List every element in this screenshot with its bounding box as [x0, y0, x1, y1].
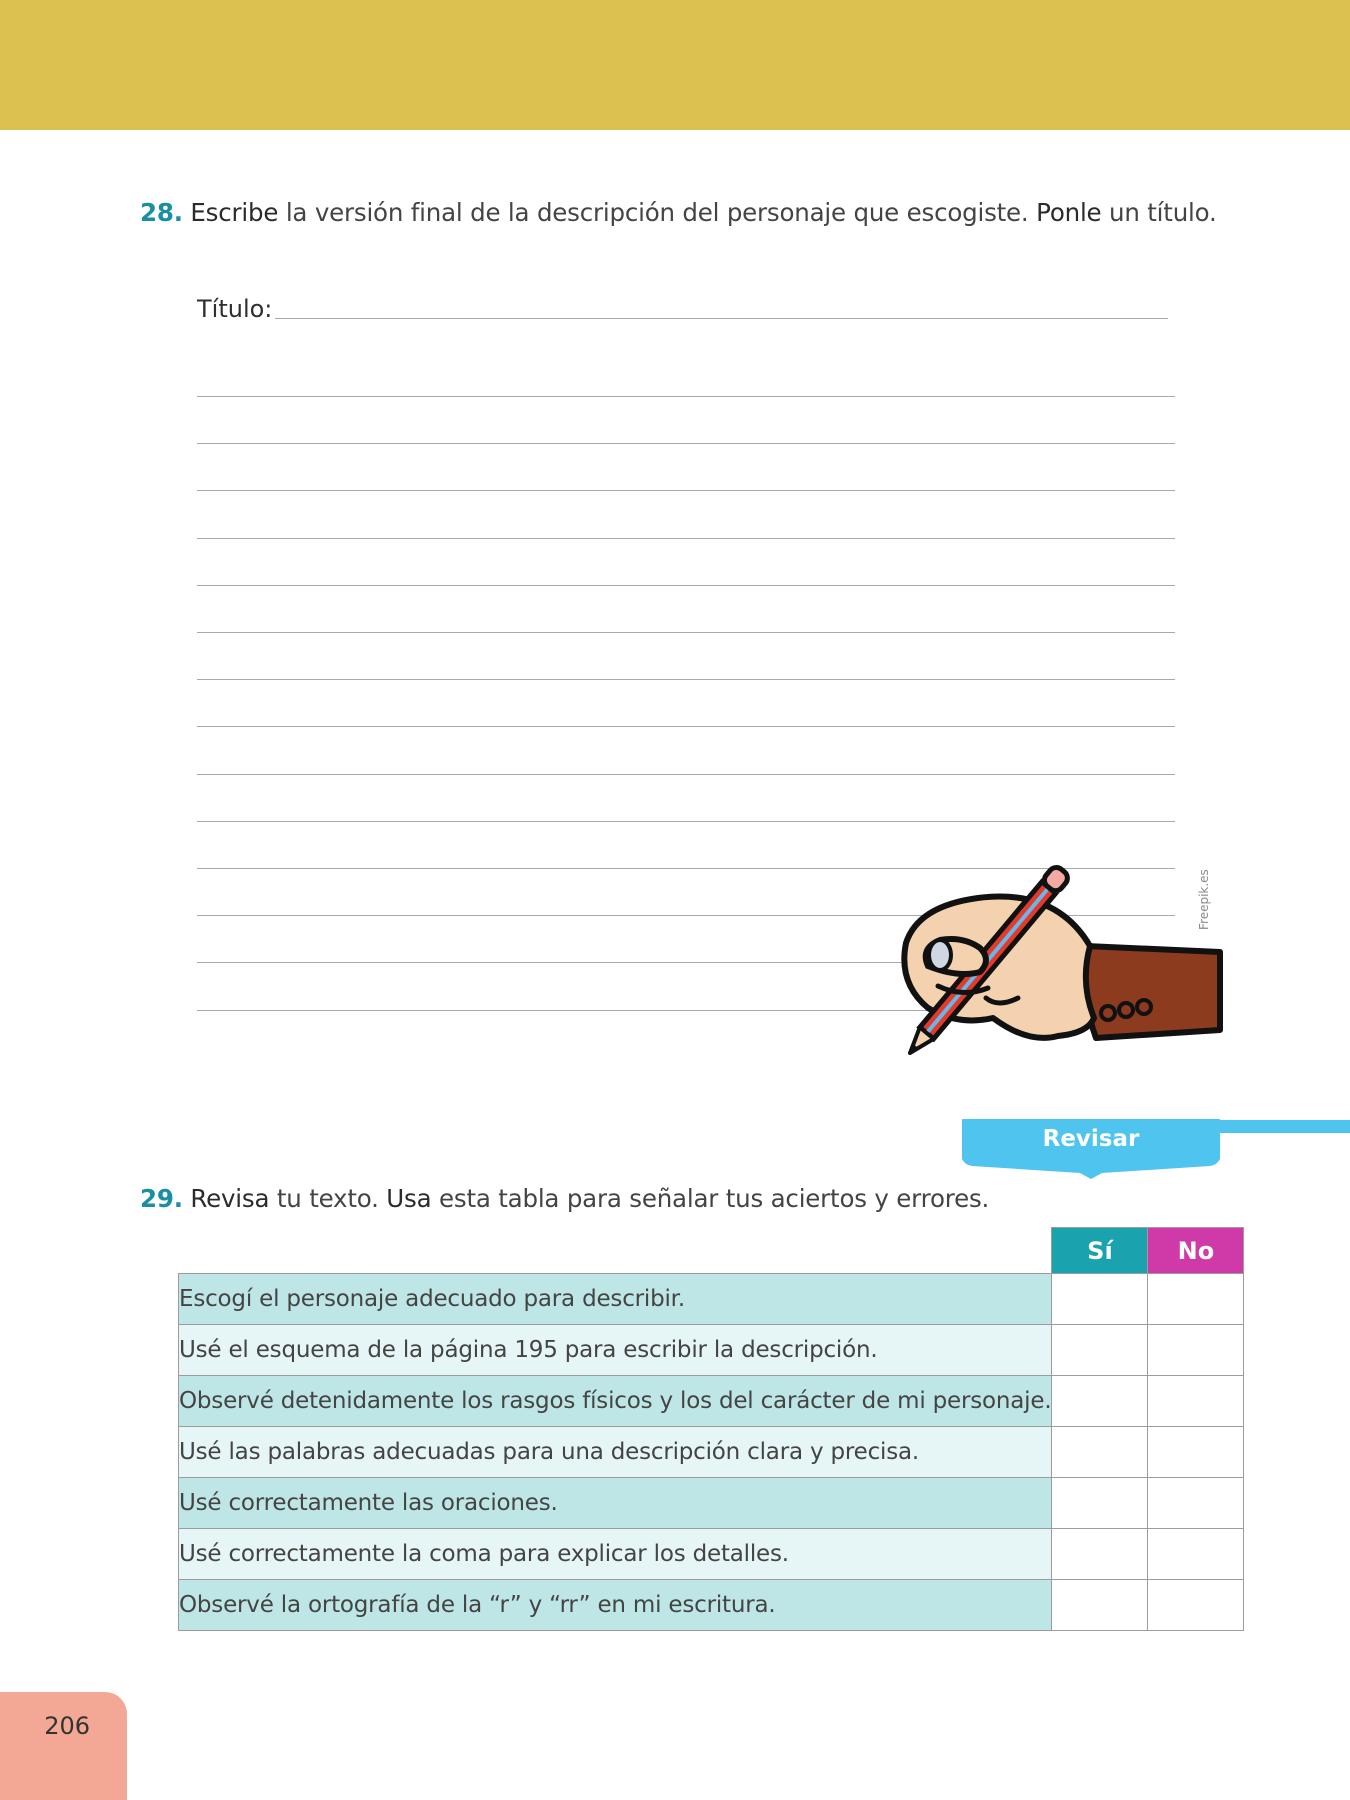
writing-line[interactable] [197, 726, 1175, 727]
yes-checkbox-cell[interactable] [1052, 1325, 1148, 1376]
table-row [179, 1580, 1244, 1631]
writing-line[interactable] [197, 443, 1175, 444]
criterion-text: Observé la ortografía de la “r” y “rr” en mi escritura. [179, 1580, 1052, 1631]
instruction-text: esta tabla para señalar tus aciertos y errores. [431, 1184, 990, 1213]
question-number: 28. [140, 198, 183, 227]
instruction-verb: Usa [386, 1184, 432, 1213]
no-checkbox-cell[interactable] [1148, 1376, 1244, 1427]
image-credit: Freepik.es [1197, 869, 1211, 930]
thumbnail [929, 940, 951, 970]
page-number: 206 [44, 1712, 90, 1740]
yes-checkbox-cell[interactable] [1052, 1580, 1148, 1631]
no-checkbox-cell[interactable] [1148, 1427, 1244, 1478]
table-row [179, 1274, 1244, 1325]
writing-line[interactable] [197, 490, 1175, 491]
table-row [179, 1325, 1244, 1376]
self-review-table [178, 1227, 1244, 1631]
instruction-text: la versión final de la descripción del personaje que escogiste. [278, 198, 1037, 227]
no-checkbox-cell[interactable] [1148, 1325, 1244, 1376]
no-checkbox-cell[interactable] [1148, 1478, 1244, 1529]
instruction-verb: Escribe [190, 198, 279, 227]
yes-checkbox-cell[interactable] [1052, 1376, 1148, 1427]
page-number-tab [0, 1692, 127, 1800]
writing-line[interactable] [197, 821, 1175, 822]
no-checkbox-cell[interactable] [1148, 1529, 1244, 1580]
yes-checkbox-cell[interactable] [1052, 1478, 1148, 1529]
question-28 [140, 198, 1217, 227]
criterion-text: Observé detenidamente los rasgos físicos y los del carácter de mi personaje. [179, 1376, 1052, 1427]
revisar-label: Revisar [1042, 1126, 1140, 1152]
writing-line[interactable] [197, 774, 1175, 775]
no-checkbox-cell[interactable] [1148, 1274, 1244, 1325]
instruction-verb: Revisa [190, 1184, 270, 1213]
table-row [179, 1427, 1244, 1478]
title-label: Título: [197, 295, 273, 323]
instruction-text: tu texto. [269, 1184, 387, 1213]
writing-line[interactable] [197, 585, 1175, 586]
question-29 [140, 1184, 989, 1213]
writing-line[interactable] [197, 396, 1175, 397]
yes-checkbox-cell[interactable] [1052, 1274, 1148, 1325]
no-column-header: No [1148, 1228, 1244, 1274]
writing-line[interactable] [197, 632, 1175, 633]
title-input-line[interactable] [275, 318, 1168, 319]
table-row [179, 1529, 1244, 1580]
question-number: 29. [140, 1184, 183, 1213]
yes-checkbox-cell[interactable] [1052, 1427, 1148, 1478]
yes-column-header: Sí [1052, 1228, 1148, 1274]
criterion-text: Usé el esquema de la página 195 para escribir la descripción. [179, 1325, 1052, 1376]
writing-line[interactable] [197, 679, 1175, 680]
sleeve [1084, 946, 1220, 1038]
yes-checkbox-cell[interactable] [1052, 1529, 1148, 1580]
instruction-verb: Ponle [1036, 198, 1102, 227]
criterion-text: Usé correctamente las oraciones. [179, 1478, 1052, 1529]
instruction-text: un título. [1101, 198, 1217, 227]
writing-line[interactable] [197, 538, 1175, 539]
criterion-text: Usé correctamente la coma para explicar los detalles. [179, 1529, 1052, 1580]
table-row [179, 1376, 1244, 1427]
no-checkbox-cell[interactable] [1148, 1580, 1244, 1631]
hand-pencil-illustration [868, 848, 1223, 1063]
header-band [0, 0, 1350, 130]
criterion-text: Usé las palabras adecuadas para una descripción clara y precisa. [179, 1427, 1052, 1478]
table-row [179, 1478, 1244, 1529]
criterion-text: Escogí el personaje adecuado para describir. [179, 1274, 1052, 1325]
